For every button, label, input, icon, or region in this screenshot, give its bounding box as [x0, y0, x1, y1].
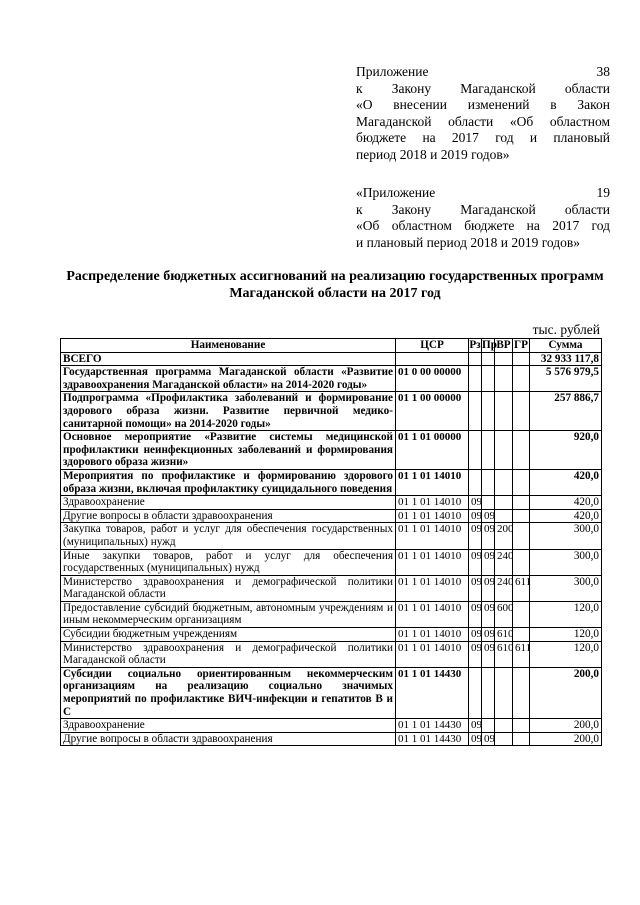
cell-sum: 920,0: [530, 431, 602, 470]
cell-csr: 01 1 01 14010: [396, 509, 469, 523]
cell-csr: 01 1 01 14010: [396, 575, 469, 601]
cell-vr: [495, 667, 513, 718]
header-pr: Пр: [482, 339, 497, 351]
table-row: [61, 469, 602, 495]
cell-name: Мероприятия по профилактике и формированию здорового образа жизни, включая профилактику суицидального поведения: [61, 469, 396, 495]
appendix-38-block: [356, 64, 610, 163]
cell-vr: 600: [495, 601, 513, 627]
cell-name: Субсидии бюджетным учреждениям: [61, 628, 396, 642]
table-row: [61, 667, 602, 718]
cell-gr: [513, 549, 530, 575]
header-sum: Сумма: [530, 339, 602, 353]
cell-sum: 5 576 979,5: [530, 366, 602, 392]
appendix-line: «Об областном бюджете на 2017 год: [356, 218, 610, 233]
cell-rz: 09: [469, 719, 482, 733]
cell-sum: 257 886,7: [530, 392, 602, 431]
table-row: [61, 431, 602, 470]
cell-name: Другие вопросы в области здравоохранения: [61, 509, 396, 523]
cell-name: Иные закупки товаров, работ и услуг для обеспечения государственных (муниципальных) нужд: [61, 549, 396, 575]
cell-name: Здравоохранение: [61, 719, 396, 733]
cell-pr: [482, 719, 495, 733]
cell-gr: [513, 732, 530, 746]
appendix-line: Магаданской области «Об областном: [356, 113, 610, 129]
cell-sum: 420,0: [530, 496, 602, 510]
cell-sum: 300,0: [530, 575, 602, 601]
cell-pr: 09: [482, 523, 495, 549]
table-row: [61, 575, 602, 601]
cell-name: ВСЕГО: [61, 352, 396, 366]
table-row: [61, 352, 602, 366]
header-name: Наименование: [61, 339, 396, 353]
table-row: [61, 549, 602, 575]
header-csr: ЦСР: [396, 339, 469, 353]
cell-name: Другие вопросы в области здравоохранения: [61, 732, 396, 746]
cell-rz: 09: [469, 523, 482, 549]
cell-vr: 240: [495, 575, 513, 601]
cell-csr: 01 1 01 14010: [396, 523, 469, 549]
cell-gr: 611: [513, 641, 530, 667]
cell-csr: 01 1 01 14430: [396, 719, 469, 733]
cell-gr: [513, 352, 530, 366]
appendix-line: бюджете на 2017 год и плановый: [356, 130, 610, 145]
header-gr: ГР: [514, 339, 528, 351]
budget-table: [60, 338, 602, 746]
appendix-line: к Закону Магаданской области: [356, 201, 610, 217]
cell-rz: 09: [469, 549, 482, 575]
cell-sum: 420,0: [530, 469, 602, 495]
cell-vr: [495, 719, 513, 733]
cell-pr: [482, 366, 495, 392]
cell-vr: [495, 469, 513, 495]
cell-gr: [513, 509, 530, 523]
cell-vr: 240: [495, 549, 513, 575]
cell-sum: 120,0: [530, 628, 602, 642]
cell-sum: 32 933 117,8: [530, 352, 602, 366]
appendix-19-block: [356, 185, 610, 251]
cell-csr: 01 1 01 14010: [396, 628, 469, 642]
cell-sum: 120,0: [530, 601, 602, 627]
cell-vr: [495, 496, 513, 510]
cell-rz: 09: [469, 601, 482, 627]
cell-name: Закупка товаров, работ и услуг для обеспечения государственных (муниципальных) нужд: [61, 523, 396, 549]
cell-csr: 01 1 01 14430: [396, 732, 469, 746]
cell-sum: 120,0: [530, 641, 602, 667]
cell-csr: [396, 352, 469, 366]
cell-vr: [495, 366, 513, 392]
table-row: [61, 732, 602, 746]
document-title: Распределение бюджетных ассигнований на реализацию государственных программ Магаданской области на 2017 год: [66, 269, 604, 301]
cell-gr: [513, 628, 530, 642]
cell-pr: 09: [482, 601, 495, 627]
table-body: [61, 352, 602, 746]
cell-rz: [469, 431, 482, 470]
cell-gr: [513, 496, 530, 510]
table-row: [61, 628, 602, 642]
cell-vr: [495, 732, 513, 746]
cell-rz: 09: [469, 496, 482, 510]
cell-sum: 200,0: [530, 732, 602, 746]
cell-pr: 09: [482, 732, 495, 746]
cell-pr: [482, 392, 495, 431]
cell-gr: [513, 601, 530, 627]
cell-rz: [469, 667, 482, 718]
cell-pr: [482, 431, 495, 470]
cell-pr: [482, 469, 495, 495]
cell-rz: [469, 352, 482, 366]
cell-name: Подпрограмма «Профилактика заболеваний и формирование здорового образа жизни. Развитие первичной медико-санитарной помощи» на 2014-2020 годы»: [61, 392, 396, 431]
cell-csr: 01 1 01 14010: [396, 601, 469, 627]
cell-name: Государственная программа Магаданской области «Развитие здравоохранения Магаданской области» на 2014-2020 годы»: [61, 366, 396, 392]
cell-sum: 420,0: [530, 509, 602, 523]
cell-rz: 09: [469, 509, 482, 523]
cell-pr: 09: [482, 575, 495, 601]
cell-csr: 01 1 01 14010: [396, 496, 469, 510]
appendix-line: Приложение 38: [356, 64, 610, 79]
header-vr: ВР: [496, 339, 511, 351]
cell-gr: [513, 431, 530, 470]
cell-pr: [482, 352, 495, 366]
cell-csr: 01 1 01 14010: [396, 469, 469, 495]
cell-gr: [513, 719, 530, 733]
cell-rz: 09: [469, 641, 482, 667]
cell-gr: [513, 469, 530, 495]
appendix-line: период 2018 и 2019 годов»: [356, 146, 510, 162]
cell-gr: [513, 366, 530, 392]
cell-pr: 09: [482, 509, 495, 523]
table-row: [61, 392, 602, 431]
table-row: [61, 641, 602, 667]
cell-vr: 200: [495, 523, 513, 549]
table-row: [61, 601, 602, 627]
cell-pr: [482, 496, 495, 510]
table-row: [61, 366, 602, 392]
cell-vr: 610: [495, 641, 513, 667]
cell-rz: [469, 366, 482, 392]
appendix-line: «О внесении изменений в Закон: [356, 97, 610, 112]
cell-name: Министерство здравоохранения и демографической политики Магаданской области: [61, 641, 396, 667]
cell-csr: 01 0 00 00000: [396, 366, 469, 392]
cell-pr: 09: [482, 641, 495, 667]
cell-rz: [469, 469, 482, 495]
cell-csr: 01 1 00 00000: [396, 392, 469, 431]
cell-name: Министерство здравоохранения и демографической политики Магаданской области: [61, 575, 396, 601]
table-row: [61, 523, 602, 549]
cell-csr: 01 1 01 14010: [396, 641, 469, 667]
cell-rz: 09: [469, 628, 482, 642]
cell-vr: [495, 352, 513, 366]
table-row: [61, 719, 602, 733]
cell-sum: 200,0: [530, 667, 602, 718]
cell-csr: 01 1 01 00000: [396, 431, 469, 470]
cell-name: Здравоохранение: [61, 496, 396, 510]
cell-name: Предоставление субсидий бюджетным, автономным учреждениям и иным некоммерческим организациям: [61, 601, 396, 627]
cell-rz: 09: [469, 732, 482, 746]
cell-csr: 01 1 01 14010: [396, 549, 469, 575]
cell-sum: 300,0: [530, 523, 602, 549]
cell-sum: 200,0: [530, 719, 602, 733]
cell-rz: [469, 392, 482, 431]
units-label: тыс. рублей: [532, 322, 600, 337]
table-header-row: [61, 339, 602, 353]
cell-gr: [513, 392, 530, 431]
appendix-line: к Закону Магаданской области: [356, 80, 610, 96]
cell-rz: 09: [469, 575, 482, 601]
table-row: [61, 496, 602, 510]
cell-vr: 610: [495, 628, 513, 642]
cell-gr: [513, 667, 530, 718]
cell-vr: [495, 509, 513, 523]
cell-pr: 09: [482, 549, 495, 575]
table-row: [61, 509, 602, 523]
cell-vr: [495, 392, 513, 431]
cell-vr: [495, 431, 513, 470]
cell-name: Основное мероприятие «Развитие системы медицинской профилактики неинфекционных заболеваний и формирования здорового образа жизни»: [61, 431, 396, 470]
header-rz: Рз: [469, 339, 481, 351]
cell-gr: 611: [513, 575, 530, 601]
cell-sum: 300,0: [530, 549, 602, 575]
appendix-line: и плановый период 2018 и 2019 годов»: [356, 234, 581, 250]
cell-gr: [513, 523, 530, 549]
appendix-line: «Приложение 19: [356, 185, 610, 200]
cell-csr: 01 1 01 14430: [396, 667, 469, 718]
cell-name: Субсидии социально ориентированным некоммерческим организациям на реализацию социально значимых мероприятий по профилактике ВИЧ-инфекции и гепатитов В и С: [61, 667, 396, 718]
cell-pr: 09: [482, 628, 495, 642]
cell-pr: [482, 667, 495, 718]
